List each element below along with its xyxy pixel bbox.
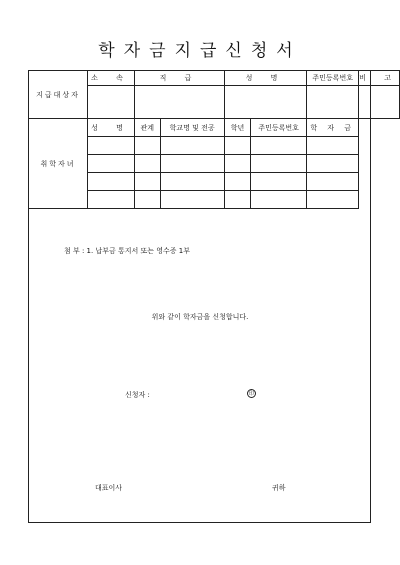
child-header-relation: 관계 xyxy=(135,119,160,137)
child-cell[interactable] xyxy=(87,137,134,155)
child-cell[interactable] xyxy=(251,191,307,209)
cell-remarks[interactable] xyxy=(359,86,400,119)
applicant-label: 신청자 : xyxy=(125,391,150,399)
declaration-text: 위와 같이 학자금을 신청합니다. xyxy=(151,313,249,321)
children-label: 취학자녀 xyxy=(29,119,88,209)
addressee-suffix: 귀하 xyxy=(272,484,286,492)
child-cell[interactable] xyxy=(135,137,160,155)
child-cell[interactable] xyxy=(87,155,134,173)
child-cell[interactable] xyxy=(160,155,224,173)
attachment-note: 첨 부 : 1. 납부금 통지서 또는 영수증 1부 xyxy=(64,247,190,255)
child-cell[interactable] xyxy=(224,191,250,209)
seal-mark: 印 xyxy=(248,391,254,397)
child-cell[interactable] xyxy=(135,173,160,191)
child-cell[interactable] xyxy=(224,155,250,173)
header-affiliation: 소 속 xyxy=(87,71,134,86)
cell-name[interactable] xyxy=(224,86,306,119)
header-name: 성 명 xyxy=(224,71,306,86)
child-header-tuition: 학 자 금 xyxy=(307,119,359,137)
form-table xyxy=(28,70,400,209)
child-header-grade: 학년 xyxy=(224,119,250,137)
form-title: 학자금지급신청서 xyxy=(98,41,302,61)
cell-affiliation[interactable] xyxy=(87,86,134,119)
child-cell[interactable] xyxy=(160,137,224,155)
child-header-resident-number: 주민등록번호 xyxy=(251,119,307,137)
header-resident-number: 주민등록번호 xyxy=(307,71,359,86)
child-cell[interactable] xyxy=(160,173,224,191)
cell-rank[interactable] xyxy=(135,86,225,119)
child-cell[interactable] xyxy=(224,173,250,191)
cell-resident-number[interactable] xyxy=(307,86,359,119)
child-cell[interactable] xyxy=(251,137,307,155)
child-header-school: 학교명 및 전공 xyxy=(160,119,224,137)
header-remarks: 비 고 xyxy=(359,71,400,86)
child-cell[interactable] xyxy=(307,137,359,155)
child-cell[interactable] xyxy=(307,155,359,173)
child-cell[interactable] xyxy=(87,191,134,209)
child-cell[interactable] xyxy=(251,173,307,191)
child-header-name: 성 명 xyxy=(87,119,134,137)
child-cell[interactable] xyxy=(307,191,359,209)
child-cell[interactable] xyxy=(251,155,307,173)
child-cell[interactable] xyxy=(87,173,134,191)
child-cell[interactable] xyxy=(135,191,160,209)
child-cell[interactable] xyxy=(135,155,160,173)
child-cell[interactable] xyxy=(160,191,224,209)
ceo-label: 대표이사 xyxy=(95,484,123,492)
child-cell[interactable] xyxy=(307,173,359,191)
header-rank: 직 급 xyxy=(135,71,225,86)
recipient-label: 지급대상자 xyxy=(29,71,88,119)
child-cell[interactable] xyxy=(224,137,250,155)
